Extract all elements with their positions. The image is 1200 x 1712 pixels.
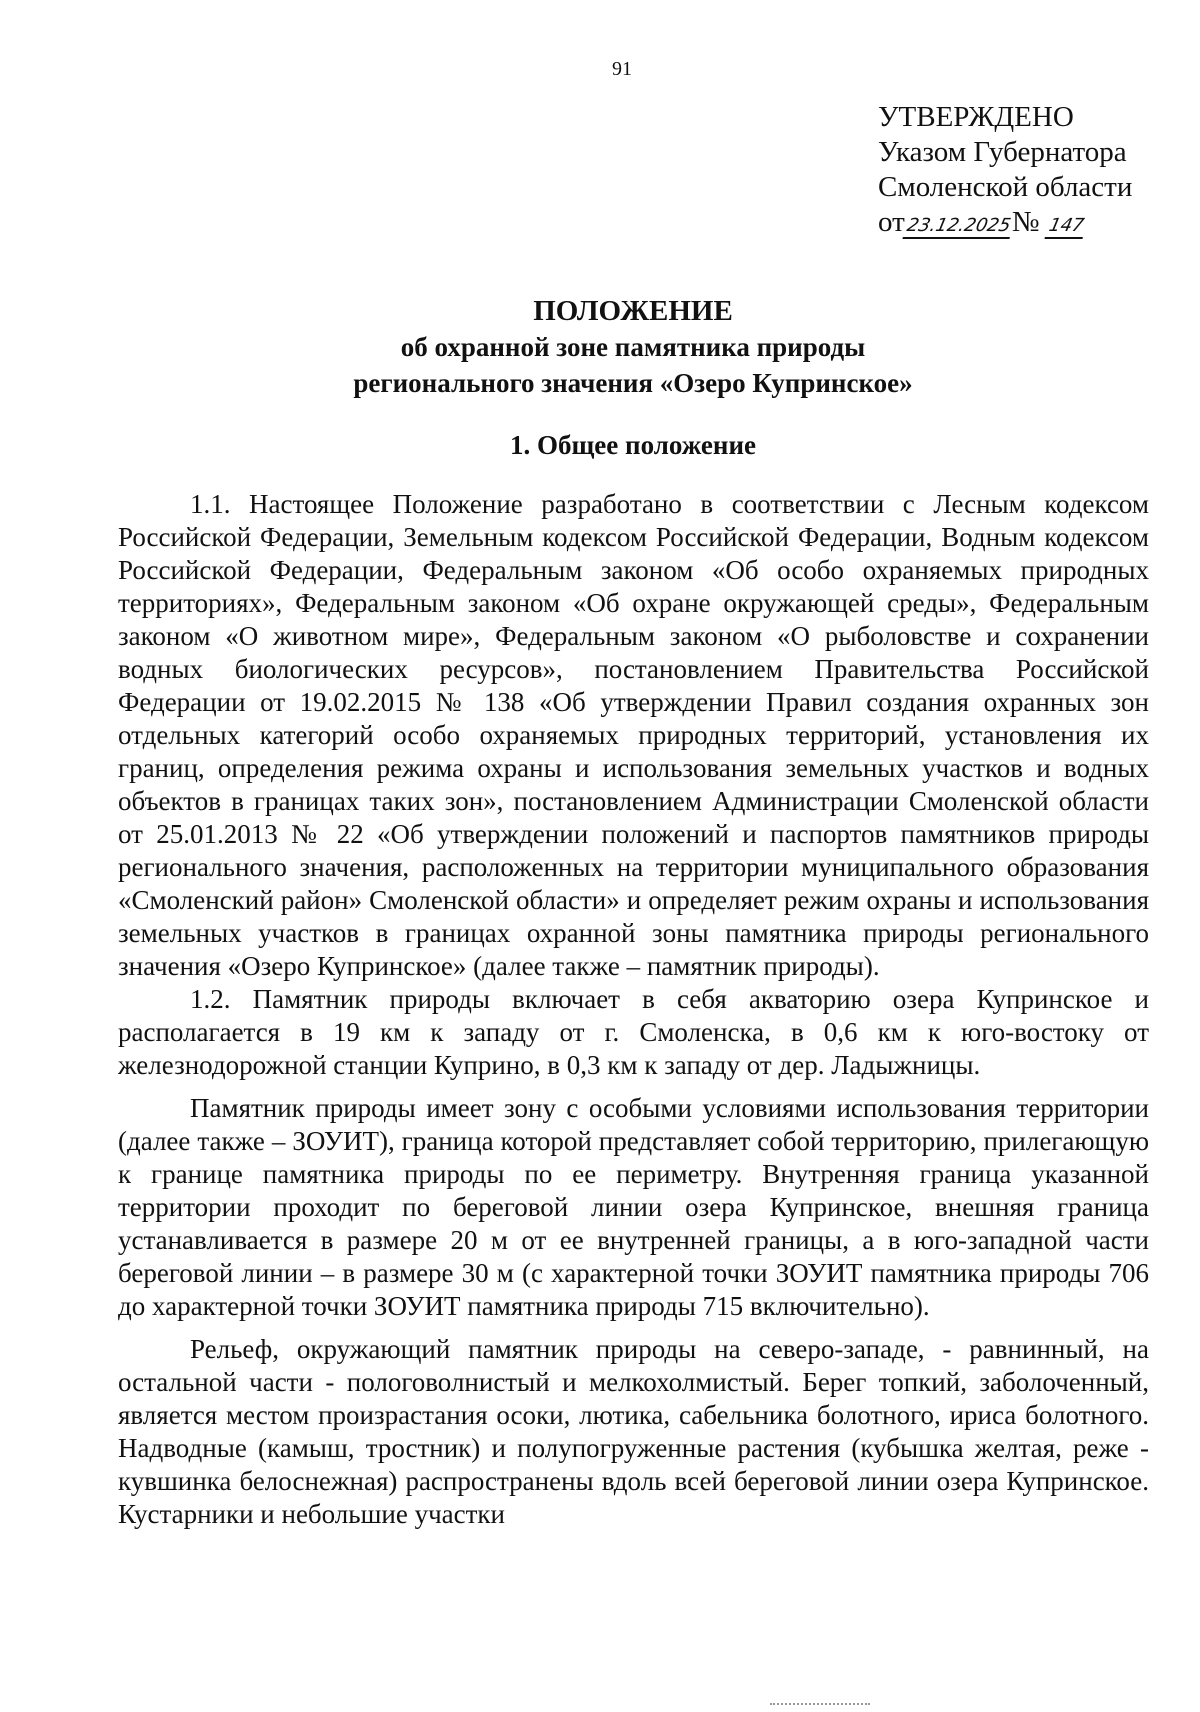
title-line-2: об охранной зоне памятника природы (400, 332, 866, 362)
approval-stamp (878, 100, 1132, 240)
scan-artifact-line (770, 1703, 870, 1708)
body-text (118, 488, 1149, 1531)
title-main: ПОЛОЖЕНИЕ (533, 295, 733, 327)
approval-date-handwritten: 23.12.2025 (902, 215, 1014, 239)
approval-number-handwritten: 147 (1044, 215, 1087, 239)
title-line-3: регионального значения «Озеро Купринское» (353, 368, 913, 398)
paragraph-zouit: Памятник природы имеет зону с особыми условиями использования территории (далее также – ЗОУИТ), граница которой представляет собой территорию, прилегающую к границе памятника природы по ее периметру. Внутренняя граница указанной территории проходит по береговой линии озера Купринское, внешняя граница устанавливается в размере 20 м от ее внутренней границы, а в юго-западной части береговой линии – в размере 30 м (с характерной точки ЗОУИТ памятника природы 706 до характерной точки ЗОУИТ памятника природы 715 включительно). (118, 1093, 1149, 1321)
approval-number-prefix: № (1011, 206, 1040, 238)
approval-approved: УТВЕРЖДЕНО (878, 101, 1074, 133)
paragraph-1-1: 1.1. Настоящее Положение разработано в соответствии с Лесным кодексом Российской Федерации, Земельным кодексом Российской Федерации, Водным кодексом Российской Федерации, Федеральным законом «Об особо охраняемых природных территориях», Федеральным законом «Об охране окружающей среды», Федеральным законом «О животном мире», Федеральным законом «О рыболовстве и сохранении водных биологических ресурсов», постановлением Правительства Российской Федерации от 19.02.2015 № 138 «Об утверждении Правил создания охранных зон отдельных категорий особо охраняемых природных территорий, установления их границ, определения режима охраны и использования земельных участков и водных объектов в границах таких зон», постановлением Администрации Смоленской области от 25.01.2013 № 22 «Об утверждении положений и паспортов памятников природы регионального значения, расположенных на территории муниципального образования «Смоленский район» Смоленской области» и определяет режим охраны и использования земельных участков в границах охранной зоны памятника природы регионального значения «Озеро Купринское» (далее также – памятник природы). (118, 489, 1149, 981)
approval-region: Смоленской области (878, 171, 1133, 203)
approval-by-decree: Указом Губернатора (878, 136, 1127, 168)
approval-date-prefix: от (878, 206, 905, 238)
paragraph-1-2: 1.2. Памятник природы включает в себя акваторию озера Купринское и располагается в 19 км к западу от г. Смоленска, в 0,6 км к юго-востоку от железнодорожной станции Куприно, в 0,3 км к западу от дер. Ладыжницы. (118, 984, 1149, 1080)
page-number: 91 (612, 58, 632, 80)
document-title (118, 293, 1148, 401)
paragraph-relief: Рельеф, окружающий памятник природы на северо-западе, - равнинный, на остальной части - пологоволнистый и мелкохолмистый. Берег топкий, заболоченный, является местом произрастания осоки, лютика, сабельника болотного, ириса болотного. Надводные (камыш, тростник) и полупогруженные растения (кубышка желтая, реже - кувшинка белоснежная) распространены вдоль всей береговой линии озера Купринское. Кустарники и небольшие участки (118, 1334, 1149, 1529)
approval-date-number (878, 205, 1132, 240)
section-heading: 1. Общее положение (510, 430, 756, 460)
